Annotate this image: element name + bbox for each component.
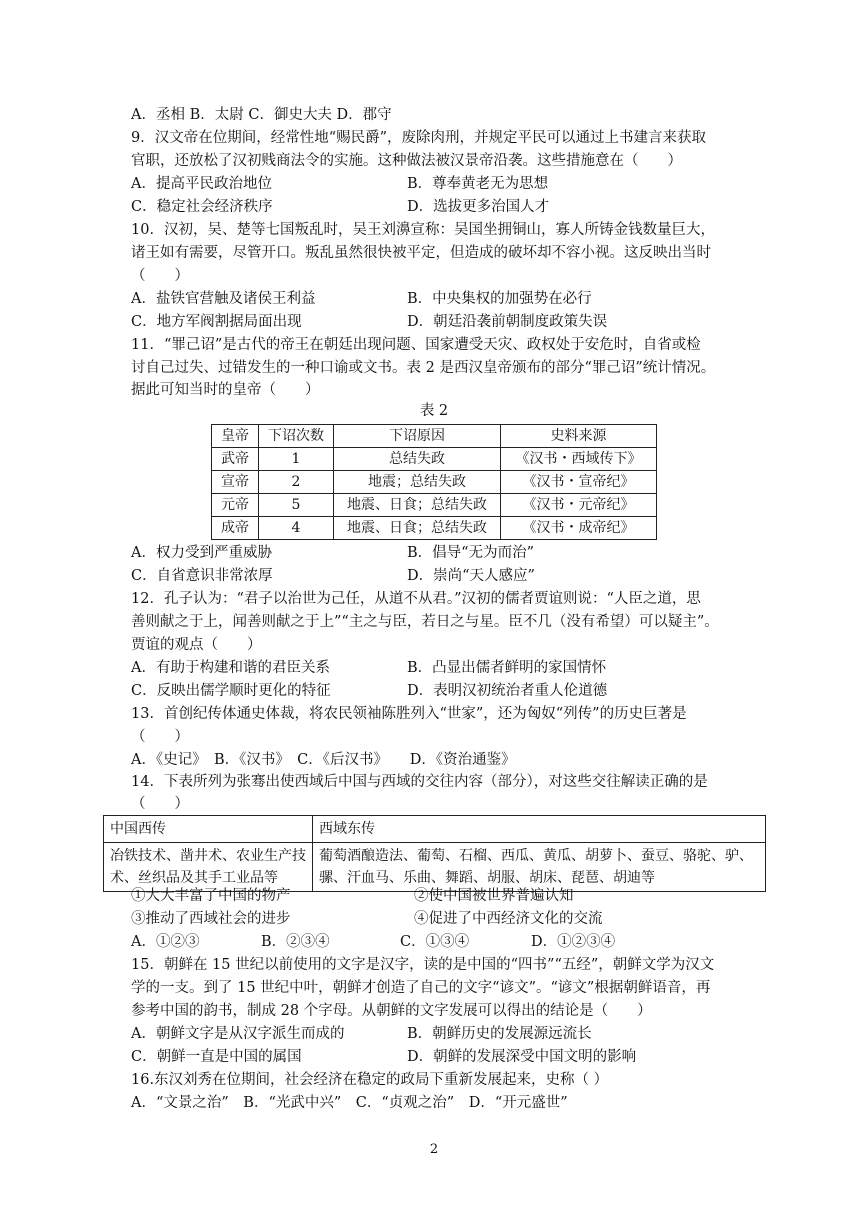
q15-option-a: A．朝鲜文字是从汉字派生而成的 [131,1026,345,1042]
table-cell: 元帝 [212,494,259,517]
q11-stem-1: 11．“罪己诏”是古代的帝王在朝廷出现问题、国家遭受天灾、政权处于安危时，自省或检 [131,337,701,353]
table3-header: 中国西传 [104,816,313,843]
table-row [212,517,657,540]
table-cell: 地震、日食；总结失政 [334,494,501,517]
q13-stem-1: 13．首创纪传体通史体裁，将农民领袖陈胜列入“世家”，还为匈奴“列传”的历史巨著是 [131,706,687,722]
page-number: 2 [429,1142,439,1157]
q9-option-a: A．提高平民政治地位 [131,176,272,192]
q14-stem-1: 14．下表所列为张骞出使西域后中国与西域的交往内容（部分），对这些交往解读正确的是 [131,774,708,790]
q15-stem-2: 学的一支。到了 15 世纪中叶，朝鲜才创造了自己的文字“谚文”。“谚文”根据朝鲜语音，再 [131,980,711,996]
table-cell: 宣帝 [212,471,259,494]
q11-option-d: D．崇尚“天人感应” [407,568,535,584]
q11-option-c: C．自省意识非常浓厚 [131,568,273,584]
q9-option-b: B．尊奉黄老无为思想 [407,176,549,192]
q11-option-a: A．权力受到严重威胁 [131,545,272,561]
q14-option-c: C．①③④ [400,934,470,950]
q10-stem-1: 10．汉初，吴、楚等七国叛乱时，吴王刘濞宣称：吴国坐拥铜山，寡人所铸金钱数量巨大， [131,222,715,238]
q14-option-a: A．①②③ [131,934,200,950]
q9-option-d: D．选拔更多治国人才 [407,199,550,215]
q9-stem-2: 官职，还放松了汉初贱商法令的实施。这种做法被汉景帝沿袭。这些措施意在（ ） [131,153,682,169]
q14-statement-1: ①大大丰富了中国的物产 [131,888,291,904]
q10-stem-2: 诸王如有需要，尽管开口。叛乱虽然很快被平定，但造成的破坏却不容小视。这反映出当时 [131,245,711,261]
table-cell: 5 [259,494,334,517]
table2-header: 史料来源 [501,425,657,448]
q15-stem-1: 15．朝鲜在 15 世纪以前使用的文字是汉字，读的是中国的“四书”“五经”，朝鲜文学为汉文 [131,957,715,973]
q14-stem-2: （ ） [131,796,189,812]
table2 [211,424,657,540]
table2-caption: 表 2 [419,403,449,419]
q16-stem: 16.东汉刘秀在位期间，社会经济在稳定的政局下重新发展起来，史称（ ） [131,1072,609,1088]
table-row [212,448,657,471]
q14-statement-4: ④促进了中西经济文化的交流 [414,911,603,927]
q15-option-d: D．朝鲜的发展深受中国文明的影响 [407,1049,637,1065]
q12-option-a: A．有助于构建和谐的君臣关系 [131,660,330,676]
table-cell: 地震、日食；总结失政 [334,517,501,540]
table3-header: 西域东传 [313,816,766,843]
q15-option-c: C．朝鲜一直是中国的属国 [131,1049,302,1065]
q8-options: A．丞相 B．太尉 C．御史大夫 D．郡守 [131,107,392,123]
q10-stem-3: （ ） [131,268,189,284]
table-cell: 2 [259,471,334,494]
table-cell: 总结失政 [334,448,501,471]
table2-header: 下诏原因 [334,425,501,448]
table-cell: 冶铁技术、凿井术、农业生产技术、丝织品及其手工业品等 [104,843,313,892]
q12-stem-2: 善则献之于上，闻善则献之于上”“主之与臣，若日之与星。臣不几（没有希望）可以疑主”。 [131,614,719,630]
q12-option-c: C．反映出儒学顺时更化的特征 [131,683,331,699]
table-cell: 地震；总结失政 [334,471,501,494]
table3-header-row [104,816,766,843]
table-cell: 4 [259,517,334,540]
table-row [212,471,657,494]
q13-options: A．《史记》 B．《汉书》 C．《后汉书》 D．《资治通鉴》 [131,752,516,768]
q11-stem-3: 据此可知当时的皇帝（ ） [131,382,320,398]
table-cell: 《汉书・宣帝纪》 [501,471,657,494]
table-cell: 成帝 [212,517,259,540]
table-cell: 1 [259,448,334,471]
q10-option-d: D．朝廷沿袭前朝制度政策失误 [407,314,608,330]
q12-stem-1: 12．孔子认为：“君子以治世为己任，从道不从君。”汉初的儒者贾谊则说：“人臣之道，思 [131,591,701,607]
table2-header: 下诏次数 [259,425,334,448]
table2-header-row [212,425,657,448]
q11-option-b: B．倡导“无为而治” [407,545,534,561]
q12-option-b: B．凸显出儒者鲜明的家国情怀 [407,660,607,676]
q9-option-c: C．稳定社会经济秩序 [131,199,273,215]
q15-option-b: B．朝鲜历史的发展源远流长 [407,1026,592,1042]
q9-stem-1: 9．汉文帝在位期间，经常性地“赐民爵”，废除肉刑，并规定平民可以通过上书建言来获取 [131,130,707,146]
q12-option-d: D．表明汉初统治者重人伦道德 [407,683,608,699]
q11-stem-2: 讨自己过失、过错发生的一种口谕或文书。表 2 是西汉皇帝颁布的部分“罪己诏”统计情况。 [131,360,716,376]
q14-option-b: B．②③④ [261,934,330,950]
q14-option-d: D．①②③④ [531,934,616,950]
table2-header: 皇帝 [212,425,259,448]
table-cell: 《汉书・元帝纪》 [501,494,657,517]
table-cell: 《汉书・西域传下》 [501,448,657,471]
q15-stem-3: 参考中国的韵书，制成 28 个字母。从朝鲜的文字发展可以得出的结论是（ ） [131,1003,652,1019]
q14-statement-3: ③推动了西域社会的进步 [131,911,291,927]
q10-option-a: A．盐铁官营触及诸侯王利益 [131,291,316,307]
q12-stem-3: 贾谊的观点（ ） [131,637,262,653]
table3 [103,815,766,892]
table-cell: 武帝 [212,448,259,471]
q16-options: A．“文景之治” B．“光武中兴” C．“贞观之治” D．“开元盛世” [131,1095,568,1111]
q10-option-b: B．中央集权的加强势在必行 [407,291,592,307]
table-cell: 《汉书・成帝纪》 [501,517,657,540]
q14-statement-2: ②使中国被世界普遍认知 [414,888,574,904]
table-cell: 葡萄酒酿造法、葡萄、石榴、西瓜、黄瓜、胡萝卜、蚕豆、骆驼、驴、骡、汗血马、乐曲、舞蹈、胡服、胡床、琵琶、胡迪等 [313,843,766,892]
q13-stem-2: （ ） [131,729,189,745]
q10-option-c: C．地方军阀割据局面出现 [131,314,302,330]
table-row [212,494,657,517]
